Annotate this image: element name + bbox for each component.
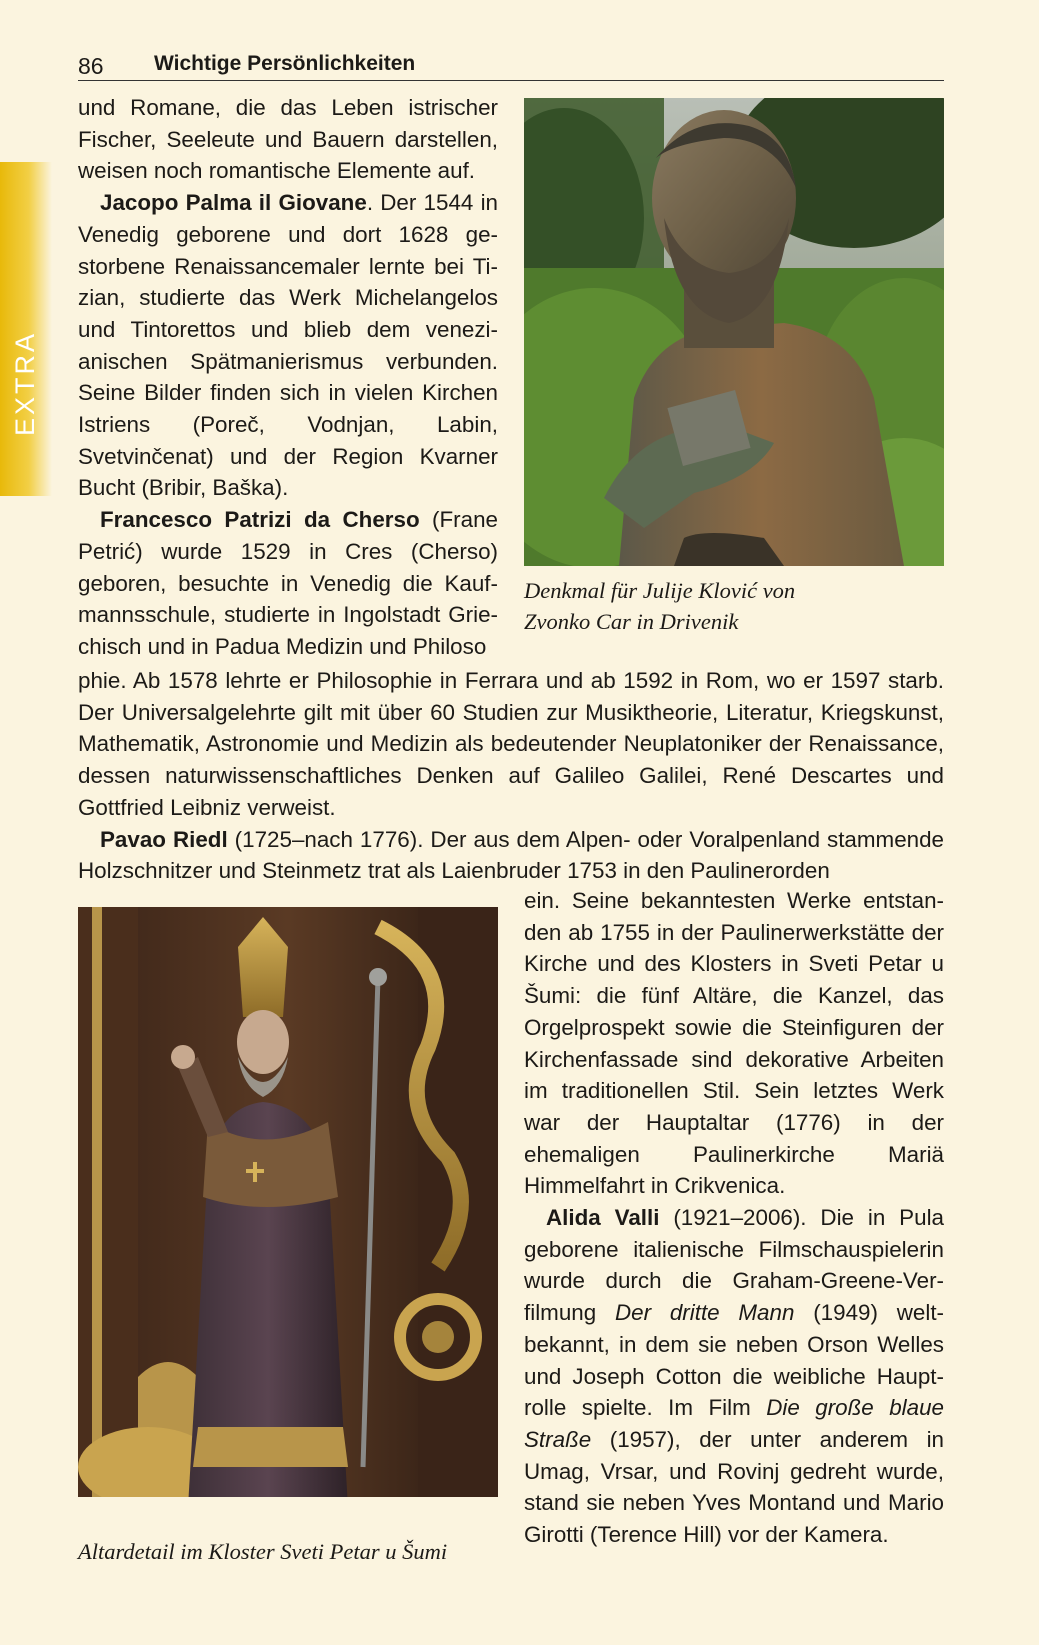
running-header xyxy=(78,48,944,81)
caption-altar-detail: Altardetail im Kloster Sveti Petar u Šumi xyxy=(78,1539,448,1564)
person-name-palma: Jacopo Palma il Giovane xyxy=(100,190,367,216)
paragraph-riedl: Pavao Riedl (1725–nach 1776). Der aus dem Alpen- oder Voralpenland stammende Holzschnitzer und Steinmetz trat als Laienbruder 1753 in den Paulinerorden xyxy=(78,826,945,884)
paragraph-patrizi: Francesco Patrizi da Cherso (Frane Petrić) wurde 1529 in Cres (Cherso) geboren, besuchte in Venedig die Kaufmannsschule, studierte in Ingolstadt Griechisch und in Padua Medizin und Philoso xyxy=(78,507,498,659)
film-title-der-dritte-mann: Der dritte Mann xyxy=(614,1300,795,1326)
extra-side-tab xyxy=(0,162,52,496)
text-column-left-top xyxy=(78,92,498,663)
paragraph-patrizi-continued: phie. Ab 1578 lehrte er Philosophie in Ferrara und ab 1592 in Rom, wo er 1597 starb. Der Universalgelehrte gilt mit über 60 Studien zur Musiktheorie, Literatur, Kriegskunst, Mathematik, Astronomie und Medizin als bedeutender Neuplatoniker der Renaissance, dessen naturwissenschaftliches Denken auf Galileo Galilei, René Descartes und Gottfried Leibniz verweist. xyxy=(78,668,944,820)
caption-klovic-monument: Denkmal für Julije Klović von Zvonko Car in Drivenik xyxy=(524,578,796,634)
page-number: 86 xyxy=(78,53,104,79)
bronze-bust-illustration xyxy=(524,98,944,566)
paragraph-valli: Alida Valli (1921–2006). Die in Pula geborene italienische Filmschauspielerin wurde durch die Graham-Greene-Verfilmung Der dritte Mann (1949) weltbekannt, in dem sie neben Orson Welles und Joseph Cotton die weibliche Hauptrolle spielte. Im Film Die große blaue Straße (1957), der unter anderem in Umag, Vrsar, und Rovinj gedreht wurde, stand sie neben Yves Montand und Mario Girotti (Terence Hill) vor der Kamera. xyxy=(524,1205,945,1548)
film-title-die-grosse-blaue-strasse: Die große blaue Straße xyxy=(524,1395,944,1452)
person-name-riedl: Pavao Riedl xyxy=(100,826,228,852)
extra-tab-label: EXTRA xyxy=(10,330,40,436)
paragraph-riedl-continued: ein. Seine bekanntesten Werke entstanden ab 1755 in der Paulinerwerkstätte der Kirche und des Klosters in Sveti Petar u Šumi: die fünf Altäre, die Kanzel, das Orgelprospekt sowie die Steinfiguren der Kirchenfassade sind dekorative Arbeiten im traditionellen Stil. Sein letztes Werk war der Hauptaltar (1776) in der ehemaligen Paulinerkirche Mariä Himmelfahrt in Crikvenica. xyxy=(524,888,944,1199)
text-column-right-bottom xyxy=(524,885,944,1551)
person-name-patrizi: Francesco Patrizi da Cherso xyxy=(100,507,420,533)
person-name-valli: Alida Valli xyxy=(546,1205,660,1231)
photo-klovic-monument xyxy=(524,98,944,566)
text-column-full-width xyxy=(78,665,944,887)
carved-saint-illustration xyxy=(78,907,498,1497)
paragraph-intro: und Romane, die das Leben istrischer Fischer, Seeleute und Bauern darstellen, weisen noch romantische Elemente auf. xyxy=(78,95,498,184)
photo-altar-detail xyxy=(78,907,498,1497)
paragraph-palma: Jacopo Palma il Giovane. Der 1544 in Venedig geborene und dort 1628 gestorbene Renaissancemaler lernte bei Tizian, studierte das Werk Michelangelos und Tintorettos und blieb dem venezianischen Spätmanierismus verbunden. Seine Bilder finden sich in vielen Kirchen Istriens (Poreč, Vodnjan, Labin, Svetvinčenat) und der Region Kvarner Bucht (Bribir, Baška). xyxy=(78,190,499,501)
section-title: Wichtige Persönlichkeiten xyxy=(154,52,416,75)
